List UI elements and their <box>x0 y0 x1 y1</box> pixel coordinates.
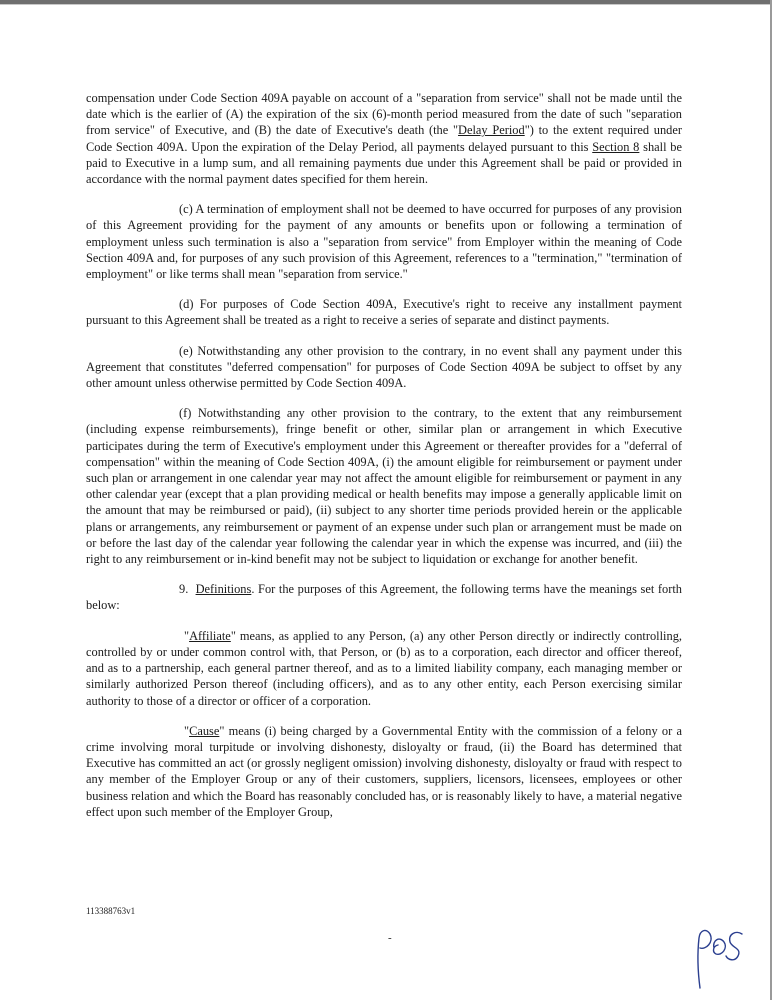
section-number: 9. <box>179 582 189 597</box>
paragraph-text: compensation under Code Section 409A payable on account of a "separation from service" shall not be made until the date which is the earlier of (A) the expiration of the six (6)-month period measured from the date of such "separation from service" of Executive, and (B) the date of Executive's death (the " <box>86 91 682 138</box>
quote-mark: " <box>184 628 190 643</box>
section-heading: Definitions <box>195 582 252 597</box>
paragraph-text: ") to the extent required under Code Section 409A. Upon the expiration of the Delay Period, all payments delayed pursuant to this <box>86 123 682 154</box>
scan-edge-top-shadow <box>0 4 772 5</box>
page-mark: - <box>388 932 392 944</box>
defined-term-delay-period: Delay Period <box>458 123 525 138</box>
definition-affiliate <box>86 628 682 709</box>
defined-term: Affiliate <box>189 628 231 643</box>
handwritten-initials <box>686 918 746 990</box>
paragraph-e: (e) Notwithstanding any other provision to the contrary, in no event shall any payment under this Agreement that constitutes "deferred compensation" for purposes of Code Section 409A be subject to offset by any other amount unless otherwise permitted by Code Section 409A. <box>86 343 682 391</box>
section-reference: Section 8 <box>592 139 640 154</box>
paragraph-f: (f) Notwithstanding any other provision to the contrary, to the extent that any reimbursement (including expense reimbursements), fringe benefit or other, similar plan or arrangement in which Executive participates during the term of Executive's employment under this Agreement or thereafter provides for a "deferral of compensation" within the meaning of Code Section 409A, (i) the amount eligible for reimbursement or payment under such plan or arrangement in one calendar year may not affect the amount eligible for reimbursement or payment in any other calendar year (except that a plan providing medical or health benefits may impose a generally applicable limit on the amount that may be reimbursed or paid), (ii) subject to any shorter time periods provided herein or the applicable plans or arrangements, any reimbursement or payment of an expense under such plan or arrangement must be made on or before the last day of the calendar year following the calendar year in which the expense was incurred, and (iii) the right to any reimbursement or in-kind benefit may not be subject to liquidation or exchange for another benefit. <box>86 406 682 567</box>
paragraph-c: (c) A termination of employment shall not be deemed to have occurred for purposes of any provision of this Agreement providing for the payment of any amounts or benefits upon or following a termination of employment unless such termination is also a "separation from service" from Employer within the meaning of Code Section 409A and, for purposes of any such provision of this Agreement, references to a "termination," "termination of employment" or like terms shall mean "separation from service." <box>86 202 682 282</box>
paragraph-continuation <box>86 90 682 187</box>
section-9-definitions <box>86 581 682 613</box>
document-body <box>86 90 682 834</box>
defined-term: Cause <box>189 723 220 738</box>
paragraph-text: . For the purposes of this Agreement, the following terms have the meanings set forth below: <box>86 582 682 613</box>
paragraph-text: " means (i) being charged by a Governmental Entity with the commission of a felony or a crime involving moral turpitude or involving dishonesty, disloyalty or fraud, (ii) the Board has determined that Executive has committed an act (or grossly negligent omission) involving dishonesty, disloyalty or fraud with respect to any member of the Employer Group or any of their customers, suppliers, licensors, licensees, employees or other business relation and which the Board has reasonably concluded has, or is reasonably likely to have, a material negative effect upon such member of the Employer Group, <box>86 723 682 819</box>
document-id: 113388763v1 <box>86 906 136 916</box>
definition-cause <box>86 723 682 820</box>
paragraph-text: shall be paid to Executive in a lump sum, and all remaining payments due under this Agreement shall be paid or provided in accordance with the normal payment dates specified for them herein. <box>86 139 683 187</box>
paragraph-text: " means, as applied to any Person, (a) any other Person directly or indirectly controlling, controlled by or under common control with, that Person, or (b) as to a corporation, each director and officer thereof, and as to a partnership, each general partner thereof, and as to a limited liability company, each managing member or similarly authorized Person thereof (including officers), and as to any other entity, each Person exercising similar authority to those of a director or officer of a corporation. <box>86 628 682 708</box>
paragraph-d: (d) For purposes of Code Section 409A, Executive's right to receive any installment payment pursuant to this Agreement shall be treated as a right to receive a series of separate and distinct payments. <box>86 297 682 328</box>
quote-mark: " <box>184 723 190 738</box>
